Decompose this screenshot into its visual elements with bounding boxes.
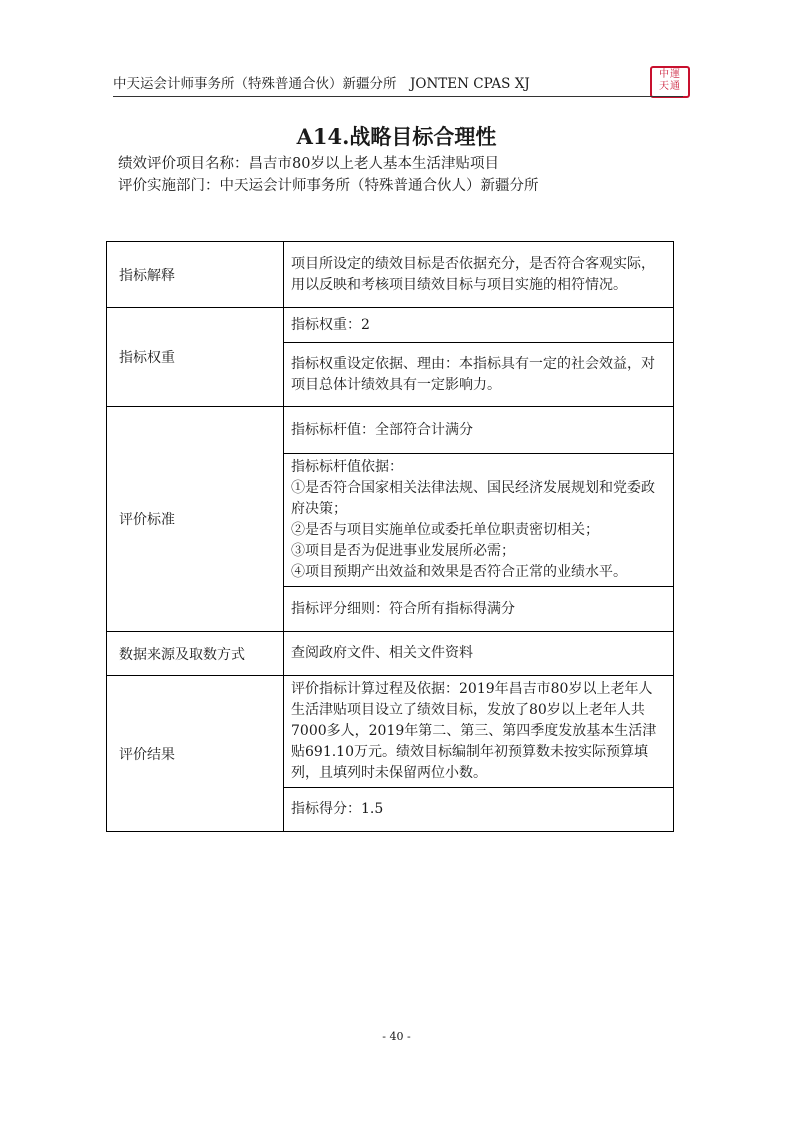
list-item: ①是否符合国家相关法律法规、国民经济发展规划和党委政府决策； [291, 480, 655, 517]
department-name: 评价实施部门：中天运会计师事务所（特殊普通合伙人）新疆分所 [118, 178, 539, 194]
explanation-label: 指标解释 [107, 242, 284, 308]
table-row [107, 407, 674, 454]
table-row [107, 242, 674, 308]
indicator-table [106, 241, 674, 832]
meta-block [118, 153, 539, 197]
benchmark-basis [284, 454, 674, 587]
list-item: ②是否与项目实施单位或委托单位职责密切相关； [291, 522, 599, 538]
table-row [107, 676, 674, 788]
table-row [107, 308, 674, 343]
page-header: 中天运会计师事务所（特殊普通合伙）新疆分所 JONTEN CPAS XJ [113, 76, 530, 92]
criteria-label: 评价标准 [107, 407, 284, 632]
benchmark-basis-title: 指标标杆值依据： [291, 459, 403, 475]
page-title: A14.战略目标合理性 [296, 124, 497, 149]
weight-basis: 指标权重设定依据、理由：本指标具有一定的社会效益，对项目总体计绩效具有一定影响力。 [284, 343, 674, 407]
result-text: 评价指标计算过程及依据：2019年昌吉市80岁以上老年人生活津贴项目设立了绩效目标，发放了80岁以上老年人共7000多人，2019年第二、第三、第四季度发放基本生活津贴691.10万元。绩效目标编制年初预算数未按实际预算填列，且填列时未保留两位小数。 [284, 676, 674, 788]
explanation-text: 项目所设定的绩效目标是否依据充分，是否符合客观实际，用以反映和考核项目绩效目标与项目实施的相符情况。 [284, 242, 674, 308]
source-label: 数据来源及取数方式 [107, 632, 284, 676]
table-row [107, 632, 674, 676]
list-item: ④项目预期产出效益和效果是否符合正常的业绩水平。 [291, 564, 627, 580]
project-name: 绩效评价项目名称：昌吉市80岁以上老人基本生活津贴项目 [118, 156, 499, 172]
weight-value: 指标权重：2 [284, 308, 674, 343]
score-value: 指标得分：1.5 [284, 788, 674, 832]
benchmark-value: 指标标杆值：全部符合计满分 [284, 407, 674, 454]
header-divider [113, 96, 683, 97]
scoring-rule: 指标评分细则：符合所有指标得满分 [284, 587, 674, 632]
logo-line-2: 天通 [659, 81, 681, 92]
result-label: 评价结果 [107, 676, 284, 832]
list-item: ③项目是否为促进事业发展所必需； [291, 543, 515, 559]
weight-label: 指标权重 [107, 308, 284, 407]
source-text: 查阅政府文件、相关文件资料 [284, 632, 674, 676]
page-number: - 40 - [382, 1030, 411, 1043]
company-logo [650, 66, 690, 98]
logo-line-1: 中運 [659, 69, 681, 80]
